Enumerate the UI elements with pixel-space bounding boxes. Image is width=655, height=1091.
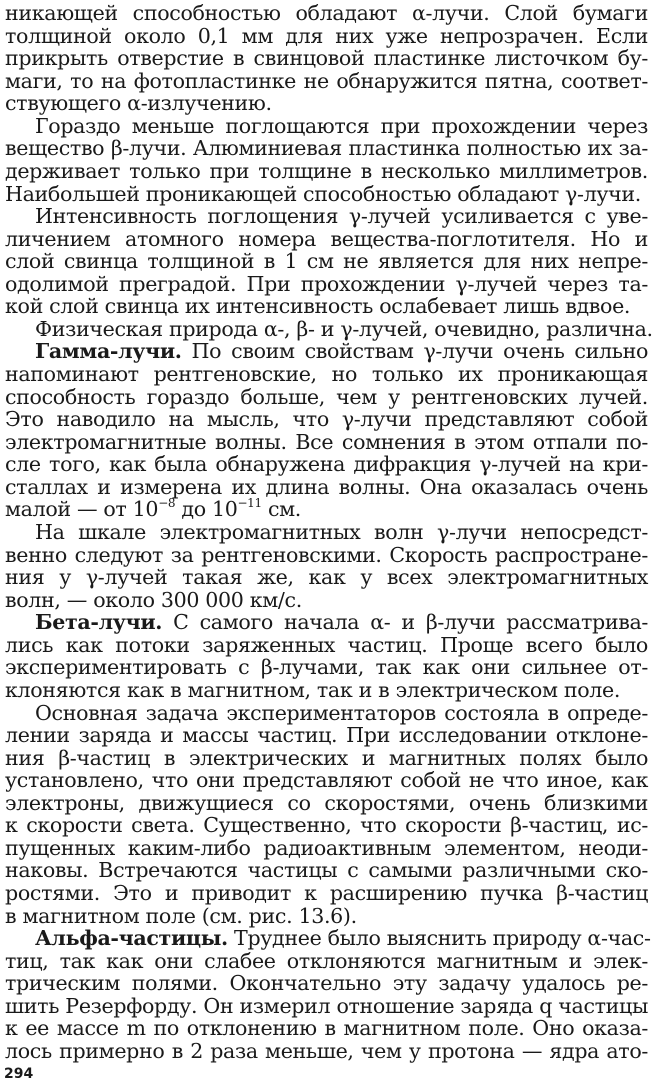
text-run: напоминают рентгеновские, но только их проникающая xyxy=(5,362,648,387)
text-run: экспериментировать с β-лучами, так как они сильнее от- xyxy=(5,655,648,680)
text-run: кой слой свинца их интенсивность ослабевает лишь вдвое. xyxy=(5,294,631,319)
text-run: Наибольшей проникающей способностью обладают γ-лучи. xyxy=(5,181,641,206)
text-run: до 10 xyxy=(175,497,238,522)
text-line xyxy=(5,566,648,589)
text-run: ствующего α-излучению. xyxy=(5,91,272,116)
text-line xyxy=(5,70,648,93)
text-run: По своим свойствам γ-лучи очень сильно xyxy=(181,339,648,364)
text-line xyxy=(5,544,648,567)
section-heading: Гамма-лучи. xyxy=(35,339,182,364)
text-line xyxy=(5,431,648,454)
text-line xyxy=(5,498,648,521)
text-line xyxy=(5,47,648,70)
text-run: к скорости света. Существенно, что скорости β-частиц, ис- xyxy=(5,813,648,838)
text-line xyxy=(5,589,648,612)
text-run: вещество β-лучи. Алюминиевая пластинка полностью их за- xyxy=(5,136,648,161)
text-line xyxy=(5,363,648,386)
text-run: никающей способностью обладают α-лучи. Слой бумаги xyxy=(5,1,648,25)
text-line xyxy=(35,702,648,725)
page-number: 294 xyxy=(4,1066,34,1082)
text-run: личением атомного номера вещества-поглотителя. Но и xyxy=(5,226,648,251)
text-run: способность гораздо больше, чем у рентгеновских лучей. xyxy=(5,384,648,409)
text-line xyxy=(5,679,648,702)
text-line xyxy=(5,137,648,160)
text-run: венно следуют за рентгеновскими. Скорость распростране- xyxy=(5,542,648,567)
text-run: ния β-частиц в электрических и магнитных полях было xyxy=(5,745,648,770)
text-line xyxy=(5,476,648,499)
exponent: −8 xyxy=(158,496,176,511)
text-line xyxy=(5,92,648,115)
text-line xyxy=(5,634,648,657)
text-run: лении заряда и массы частиц. При исследовании отклоне- xyxy=(5,723,648,748)
text-run: см. xyxy=(261,497,301,522)
text-line xyxy=(5,295,648,318)
exponent: −11 xyxy=(237,496,262,511)
text-run: волн, — около 300 000 км/с. xyxy=(5,587,302,612)
text-run: С самого начала α- и β-лучи рассматрива- xyxy=(162,610,648,635)
text-run: ния у γ-лучей такая же, как у всех электромагнитных xyxy=(5,565,648,590)
text-line xyxy=(5,972,648,995)
text-run: сталлах и измерена их длина волны. Она оказалась очень xyxy=(5,474,648,499)
text-line xyxy=(35,115,648,138)
text-line xyxy=(5,386,648,409)
text-line xyxy=(5,769,648,792)
text-run: Интенсивность поглощения γ-лучей усиливается с уве- xyxy=(35,204,648,229)
text-line xyxy=(5,408,648,431)
text-run: тиц, так как они слабее отклоняются магнитным и элек- xyxy=(5,948,648,973)
text-line xyxy=(5,160,648,183)
text-run: электромагнитные волны. Все сомнения в этом отпали по- xyxy=(5,429,648,454)
text-run: электроны, движущиеся со скоростями, очень близкими xyxy=(5,790,648,815)
text-line xyxy=(5,273,648,296)
text-line xyxy=(5,656,648,679)
text-run: слой свинца толщиной в 1 см не является для них непре- xyxy=(5,249,648,274)
text-line xyxy=(5,837,648,860)
text-run: сле того, как была обнаружена дифракция γ-лучей на кри- xyxy=(5,452,648,477)
text-run: установлено, что они представляют собой не что иное, как xyxy=(5,768,648,793)
text-run: ростями. Это и приводит к расширению пучка β-частиц xyxy=(5,881,648,906)
text-run: пущенных каким-либо радиоактивным элементом, неоди- xyxy=(5,835,648,860)
text-run: маги, то на фотопластинке не обнаружится пятна, соответ- xyxy=(5,68,648,93)
text-line xyxy=(35,316,653,341)
text-run: Это наводило на мысль, что γ-лучи представляют собой xyxy=(5,407,648,432)
text-line xyxy=(5,995,648,1018)
text-line xyxy=(5,228,648,251)
text-run: Основная задача экспериментаторов состояла в опреде- xyxy=(35,700,648,725)
text-line xyxy=(5,882,648,905)
text-run: лось примерно в 2 раза меньше, чем у протона — ядра ато- xyxy=(5,1039,648,1063)
text-line xyxy=(35,205,648,228)
text-line xyxy=(5,1040,648,1063)
text-line xyxy=(35,611,648,634)
text-line xyxy=(35,340,648,363)
text-run: трическим полями. Окончательно эту задачу удалось ре- xyxy=(5,971,648,996)
text-run: прикрыть отверстие в свинцовой пластинке листочком бу- xyxy=(5,46,648,71)
text-run: к ее массе m по отклонению в магнитном поле. Оно оказа- xyxy=(5,1016,648,1041)
text-line xyxy=(5,2,648,25)
text-run: Гораздо меньше поглощаются при прохождении через xyxy=(35,113,648,138)
section-heading: Альфа-частицы. xyxy=(35,926,228,951)
section-heading: Бета-лучи. xyxy=(35,610,163,635)
text-run: клоняются как в магнитном, так и в электрическом поле. xyxy=(5,677,621,702)
text-run: в магнитном поле (см. рис. 13.6). xyxy=(5,903,357,928)
text-run: одолимой преградой. При прохождении γ-лучей через та- xyxy=(5,271,648,296)
text-line xyxy=(35,521,648,544)
text-line xyxy=(5,25,648,48)
text-run: На шкале электромагнитных волн γ-лучи непосредст- xyxy=(35,520,648,544)
text-run: наковы. Встречаются частицы с самыми различными ско- xyxy=(5,858,648,883)
text-run: держивает только при толщине в несколько миллиметров. xyxy=(5,158,648,183)
text-line xyxy=(5,747,648,770)
text-run: Физическая природа α-, β- и γ-лучей, очевидно, различна. xyxy=(35,316,653,341)
text-run: толщиной около 0,1 мм для них уже непрозрачен. Если xyxy=(5,23,648,48)
text-line xyxy=(35,926,651,951)
text-line xyxy=(5,950,648,973)
text-run: Труднее было выяснить природу α-час- xyxy=(227,926,651,951)
text-line xyxy=(5,724,648,747)
text-line xyxy=(5,453,648,476)
text-line xyxy=(5,250,648,273)
text-line xyxy=(5,905,648,928)
text-line xyxy=(5,859,648,882)
text-line xyxy=(5,814,648,837)
text-run: шить Резерфорду. Он измерил отношение заряда q частицы xyxy=(5,993,648,1018)
text-run: малой — от 10 xyxy=(5,497,159,522)
text-line xyxy=(5,1017,648,1040)
text-line xyxy=(5,792,648,815)
text-run: лись как потоки заряженных частиц. Проще всего было xyxy=(5,632,648,657)
text-line xyxy=(5,183,648,206)
